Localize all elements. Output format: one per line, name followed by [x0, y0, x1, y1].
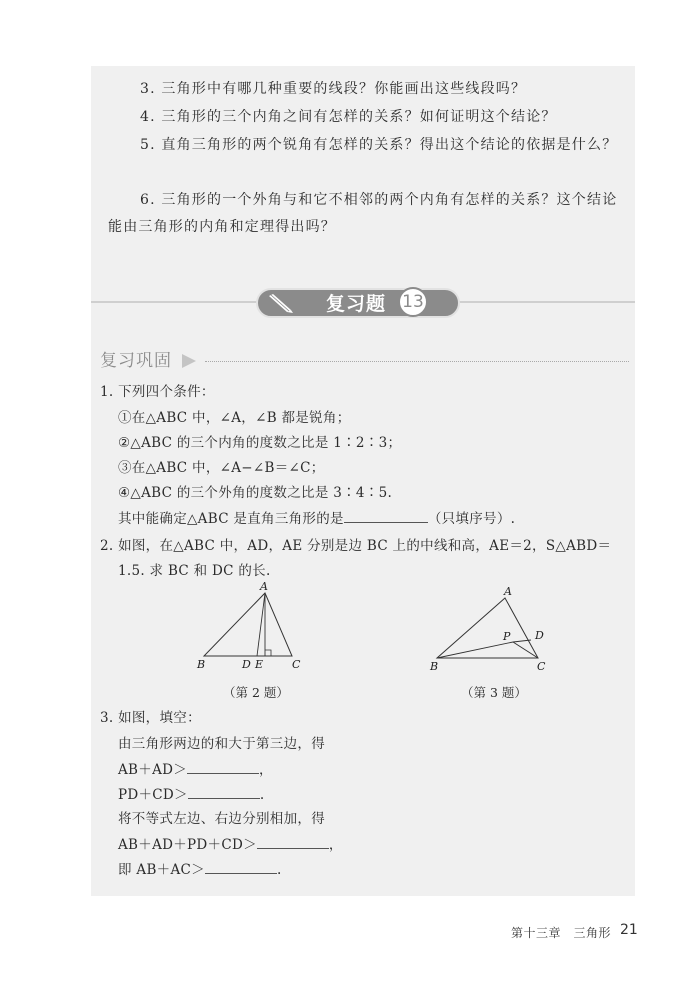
inequality-sum: AB＋AD＋PD＋CD＞ [118, 837, 257, 853]
fig3-label-b: B [430, 660, 439, 673]
figure-3-triangle [428, 582, 558, 674]
question-3: 3. 三角形中有哪几种重要的线段？你能画出这些线段吗？ [140, 81, 527, 97]
answer-blank[interactable] [187, 759, 259, 774]
inequality-2: PD＋CD＞ [118, 787, 188, 803]
exercise-3-line-2 [118, 759, 273, 780]
chapter-label: 第十三章 三角形 [511, 926, 612, 940]
exercise-3-line-1: 由三角形两边的和大于第三边，得 [118, 736, 325, 752]
pencil-icon [265, 292, 295, 314]
triangle-arrow-icon [181, 353, 197, 369]
exercise-1-condition-1: ①在△ABC 中，∠A，∠B 都是锐角； [118, 410, 351, 426]
answer-blank[interactable] [188, 784, 260, 799]
fig3-label-a: A [504, 585, 512, 598]
exercise-1-question-text: 其中能确定△ABC 是直角三角形的是 [118, 511, 344, 527]
inequality-result-end: . [276, 862, 282, 878]
answer-blank[interactable] [205, 859, 277, 874]
question-5: 5. 直角三角形的两个锐角有怎样的关系？得出这个结论的依据是什么？ [140, 137, 618, 153]
figure-2-triangle [190, 580, 310, 672]
inequality-2-end: . [259, 787, 265, 803]
figure-3-caption: （第 3 题） [461, 685, 527, 700]
exercise-1-question [118, 508, 515, 529]
answer-blank[interactable] [257, 834, 329, 849]
exercise-3-line-3 [118, 784, 264, 805]
page-number: 21 [620, 922, 638, 938]
section-title: 复习题 [326, 293, 387, 315]
inequality-result: 即 AB＋AC＞ [118, 862, 205, 878]
answer-blank[interactable] [344, 508, 428, 523]
exercise-1-intro: 1. 下列四个条件： [100, 384, 215, 400]
fig2-label-c: C [292, 658, 301, 671]
section-number: 13 [398, 287, 428, 317]
exercise-3-line-5 [118, 834, 343, 855]
figure-2-caption: （第 2 题） [223, 685, 289, 700]
dotted-rule [205, 361, 629, 362]
exercise-1-condition-4: ④△ABC 的三个外角的度数之比是 3∶4∶5. [118, 485, 393, 501]
fig2-label-d: D [242, 658, 251, 671]
question-4: 4. 三角形的三个内角之间有怎样的关系？如何证明这个结论？ [140, 109, 557, 125]
exercise-3-intro: 3. 如图，填空： [100, 710, 201, 726]
fig3-label-c: C [537, 660, 546, 673]
fig3-label-d: D [535, 629, 544, 642]
exercise-2-line-2: 1.5. 求 BC 和 DC 的长. [118, 563, 271, 579]
exercise-2-line-1: 2. 如图，在△ABC 中，AD，AE 分别是边 BC 上的中线和高，AE＝2，S△ABD＝ [100, 538, 612, 554]
question-6: 6. 三角形的一个外角与和它不相邻的两个内角有怎样的关系？这个结论能由三角形的内角和定理得出吗？ [108, 192, 618, 235]
inequality-1-end: ， [259, 762, 273, 778]
inequality-1: AB＋AD＞ [118, 762, 188, 778]
subsection-heading: 复习巩固 [100, 351, 172, 371]
exercise-1-question-tail: （只填序号）. [427, 511, 516, 527]
exercise-1-condition-2: ②△ABC 的三个内角的度数之比是 1∶2∶3； [118, 435, 402, 451]
exercise-3-line-4: 将不等式左边、右边分别相加，得 [118, 811, 325, 827]
fig2-label-a: A [260, 580, 268, 593]
inequality-sum-end: ， [328, 837, 343, 853]
exercise-3-line-6 [118, 859, 282, 880]
fig3-label-p: P [503, 630, 511, 643]
exercise-1-condition-3: ③在△ABC 中，∠A−∠B＝∠C； [118, 460, 325, 476]
fig2-label-e: E [255, 658, 264, 671]
fig2-label-b: B [197, 658, 206, 671]
